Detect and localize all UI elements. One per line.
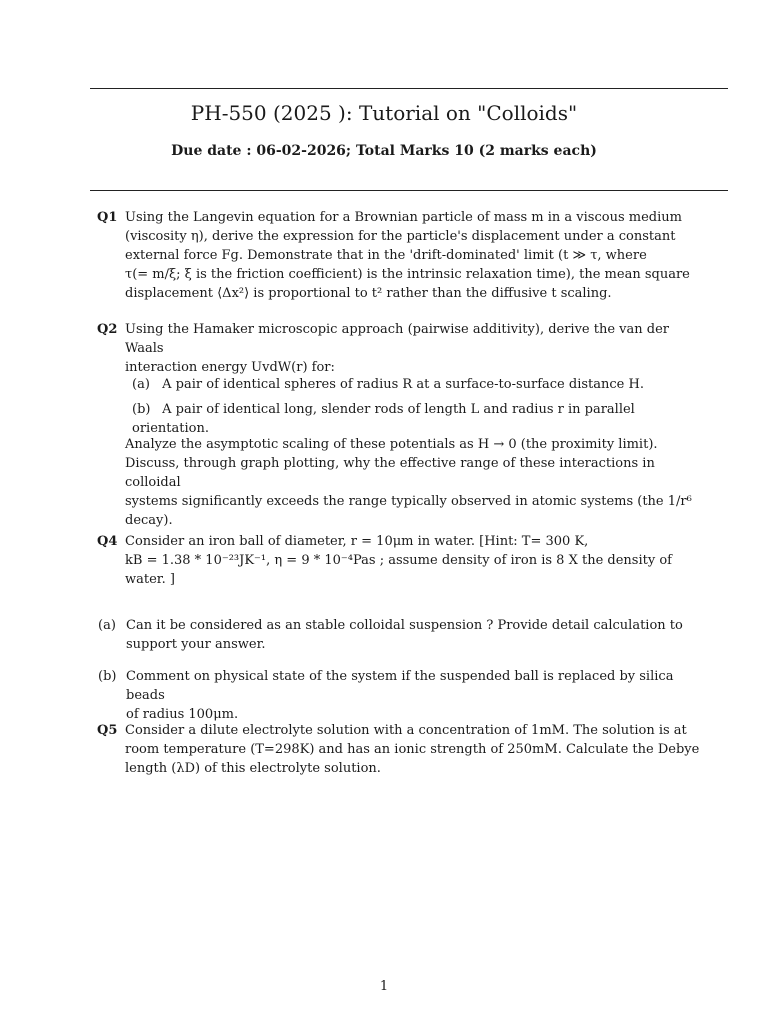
question-line: length (λD) of this electrolyte solution. xyxy=(125,761,381,776)
question-4-part-a xyxy=(98,616,698,654)
part-label: (b) xyxy=(132,402,151,417)
part-text: A pair of identical long, slender rods of length L and radius r in parallel orientation. xyxy=(132,402,635,436)
question-line: Using the Hamaker microscopic approach (pairwise additivity), derive the van der Waals xyxy=(125,322,670,356)
question-line: Discuss, through graph plotting, why the effective range of these interactions in colloidal xyxy=(125,456,655,490)
question-line: Consider a dilute electrolyte solution with a concentration of 1mM. The solution is at xyxy=(125,723,687,738)
part-text: Can it be considered as an stable colloidal suspension ? Provide detail calculation to xyxy=(126,618,683,633)
top-rule xyxy=(90,88,728,89)
question-1 xyxy=(97,208,707,303)
question-line: kB = 1.38 * 10⁻²³JK⁻¹, η = 9 * 10⁻⁴Pas ; assume density of iron is 8 X the density of xyxy=(125,553,672,568)
part-text: of radius 100μm. xyxy=(126,707,239,722)
part-label: (a) xyxy=(98,618,116,633)
question-line: room temperature (T=298K) and has an ionic strength of 250mM. Calculate the Debye xyxy=(125,742,700,757)
question-line: Analyze the asymptotic scaling of these potentials as H → 0 (the proximity limit). xyxy=(125,437,658,452)
question-2-analysis xyxy=(97,435,707,530)
question-line: decay). xyxy=(125,513,173,528)
question-2-part-b xyxy=(132,400,712,438)
part-label: (a) xyxy=(132,377,150,392)
question-4 xyxy=(97,532,707,589)
question-4-part-b xyxy=(98,667,698,724)
question-line: displacement ⟨Δx²⟩ is proportional to t² rather than the diffusive t scaling. xyxy=(125,286,612,301)
question-line: τ(= m/ξ; ξ is the friction coefficient) is the intrinsic relaxation time), the mean square xyxy=(125,267,690,282)
question-label: Q1 xyxy=(97,210,118,225)
question-line: Using the Langevin equation for a Brownian particle of mass m in a viscous medium xyxy=(125,210,682,225)
page-number: 1 xyxy=(379,979,389,994)
part-label: (b) xyxy=(98,669,117,684)
question-label: Q2 xyxy=(97,322,118,337)
question-5 xyxy=(97,721,707,778)
page-title: PH-550 (2025 ): Tutorial on "Colloids" xyxy=(190,101,578,125)
part-text: A pair of identical spheres of radius R at a surface-to-surface distance H. xyxy=(162,377,644,392)
due-date-subtitle: Due date : 06-02-2026; Total Marks 10 (2 marks each) xyxy=(171,143,597,159)
question-2-part-a xyxy=(132,375,712,394)
question-label: Q4 xyxy=(97,534,118,549)
question-line: systems significantly exceeds the range typically observed in atomic systems (the 1/r⁶ xyxy=(125,494,692,509)
question-2 xyxy=(97,320,707,377)
question-line: external force Fg. Demonstrate that in the 'drift-dominated' limit (t ≫ τ, where xyxy=(125,248,647,263)
question-label: Q5 xyxy=(97,723,118,738)
part-text: support your answer. xyxy=(126,637,266,652)
question-line: water. ] xyxy=(125,572,175,587)
question-line: Consider an iron ball of diameter, r = 10μm in water. [Hint: T= 300 K, xyxy=(125,534,589,549)
question-line: interaction energy UvdW(r) for: xyxy=(125,360,335,375)
question-line: (viscosity η), derive the expression for the particle's displacement under a constant xyxy=(125,229,676,244)
bottom-rule xyxy=(90,190,728,191)
part-text: Comment on physical state of the system if the suspended ball is replaced by silica beads xyxy=(126,669,674,703)
